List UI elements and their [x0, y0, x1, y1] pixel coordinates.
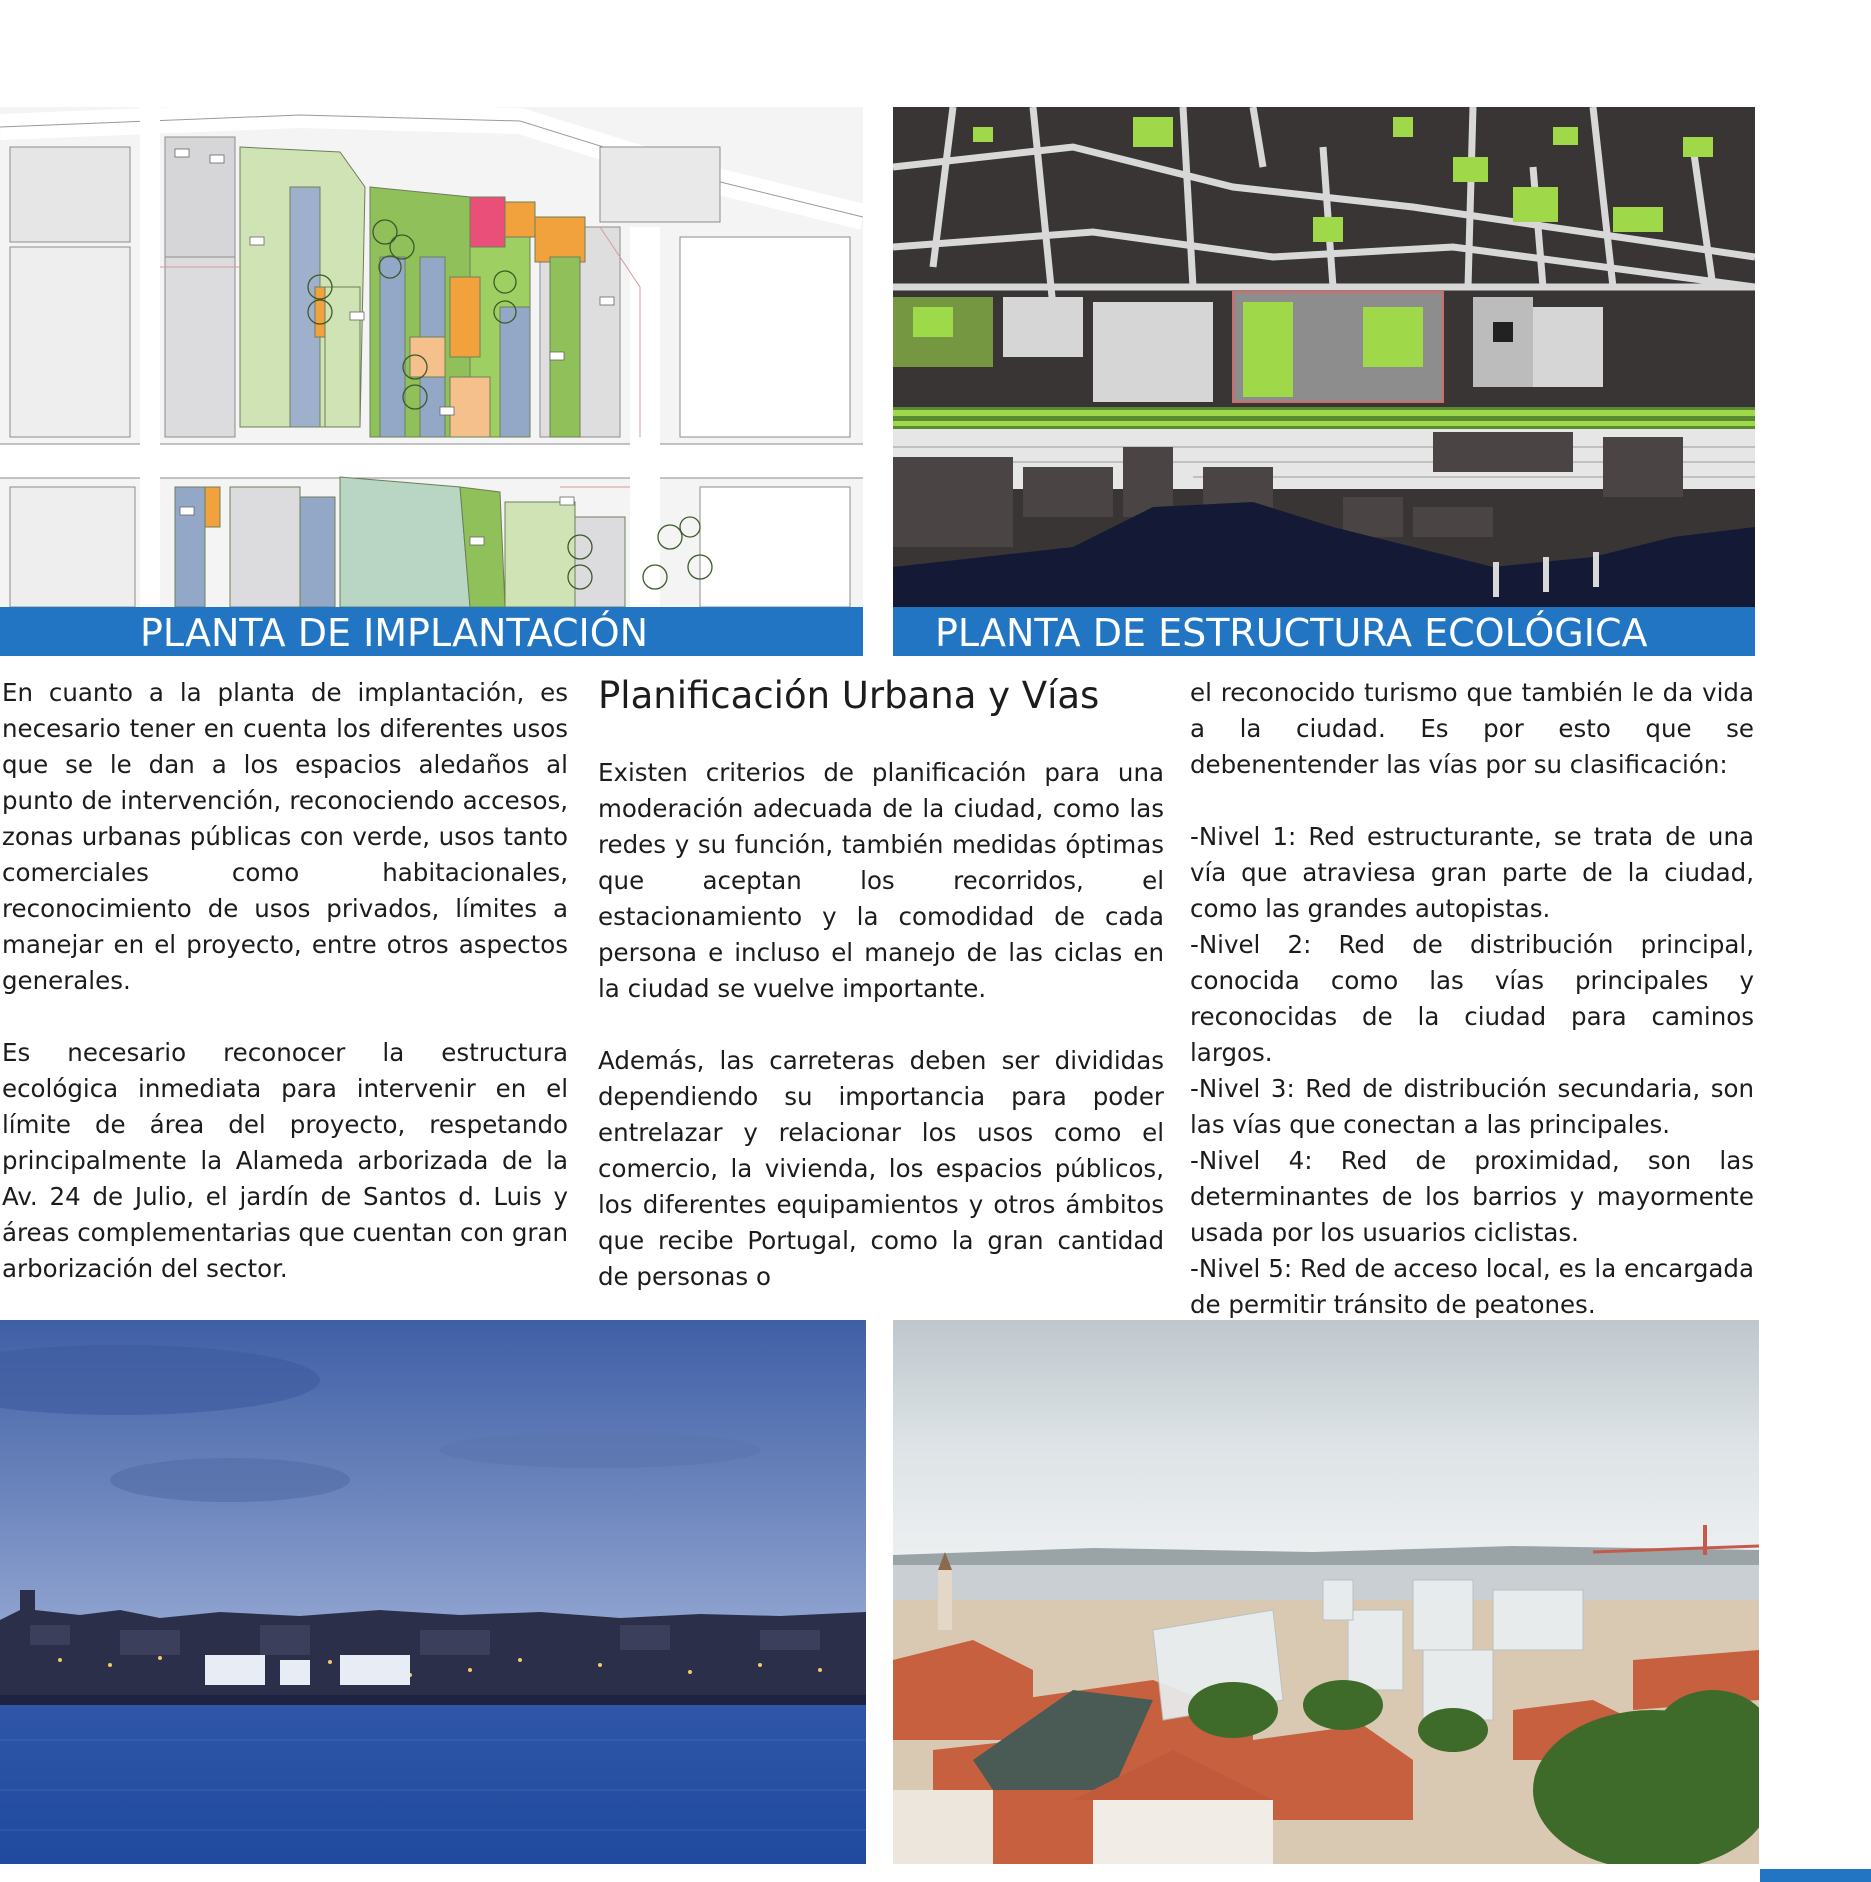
waterfront-dusk-photo: [0, 1320, 866, 1864]
road-level-5: -Nivel 5: Red de acceso local, es la encargada de permitir tránsito de peatones.: [1190, 1254, 1754, 1319]
ecological-structure-figure: [893, 107, 1755, 607]
left-paragraph-1: En cuanto a la planta de implantación, es necesario tener en cuenta los diferentes usos que se le dan a los espacios aledaños al punto de intervención, reconociendo accesos, zonas urbanas públicas con verde, usos tanto comerciales como habitacionales, reconocimiento de usos privados, límites a manejar en el proyecto, entre otros aspectos generales.: [2, 678, 568, 995]
rooftops-render-image: [893, 1320, 1759, 1864]
road-levels-list: [1190, 819, 1754, 1323]
ecological-caption: [893, 607, 1755, 656]
road-level-1: -Nivel 1: Red estructurante, se trata de una vía que atraviesa gran parte de la ciudad, como las grandes autopistas.: [1190, 822, 1754, 923]
rooftops-render-photo: [893, 1320, 1759, 1864]
middle-paragraph-2: Además, las carreteras deben ser divididas dependiendo su importancia para poder entrelazar y relacionar los usos como el comercio, la vivienda, los espacios públicos, los diferentes equipamientos y otros ámbitos que recibe Portugal, como la gran cantidad de personas o: [598, 1046, 1164, 1291]
implantation-plan-drawing: [0, 107, 863, 607]
ecological-caption-text: PLANTA DE ESTRUCTURA ECOLÓGICA: [935, 611, 1648, 655]
road-level-4: -Nivel 4: Red de proximidad, son las determinantes de los barrios y mayormente usada por los usuarios ciclistas.: [1190, 1146, 1754, 1247]
waterfront-dusk-image: [0, 1320, 866, 1864]
implantation-plan-figure: [0, 107, 863, 607]
left-text-column: [2, 675, 568, 1287]
page-corner-accent: [1760, 1869, 1871, 1882]
road-level-3: -Nivel 3: Red de distribución secundaria, son las vías que conectan a las principales.: [1190, 1074, 1754, 1139]
right-text-column: [1190, 675, 1754, 1323]
ecological-structure-drawing: [893, 107, 1755, 607]
implantation-caption-text: PLANTA DE IMPLANTACIÓN: [140, 611, 649, 655]
middle-text-column: [598, 755, 1164, 1295]
right-intro: el reconocido turismo que también le da vida a la ciudad. Es por esto que se debenentender las vías por su clasificación:: [1190, 678, 1754, 779]
implantation-caption: [0, 607, 863, 656]
middle-paragraph-1: Existen criterios de planificación para una moderación adecuada de la ciudad, como las redes y su función, también medidas óptimas que aceptan los recorridos, el estacionamiento y la comodidad de cada persona e incluso el manejo de las ciclas en la ciudad se vuelve importante.: [598, 758, 1164, 1003]
middle-heading: Planificación Urbana y Vías: [598, 674, 1100, 717]
road-level-2: -Nivel 2: Red de distribución principal, conocida como las vías principales y reconocidas de la ciudad para caminos largos.: [1190, 930, 1754, 1067]
left-paragraph-2: Es necesario reconocer la estructura ecológica inmediata para intervenir en el límite de área del proyecto, respetando principalmente la Alameda arborizada de la Av. 24 de Julio, el jardín de Santos d. Luis y áreas complementarias que cuentan con gran arborización del sector.: [2, 1038, 568, 1283]
